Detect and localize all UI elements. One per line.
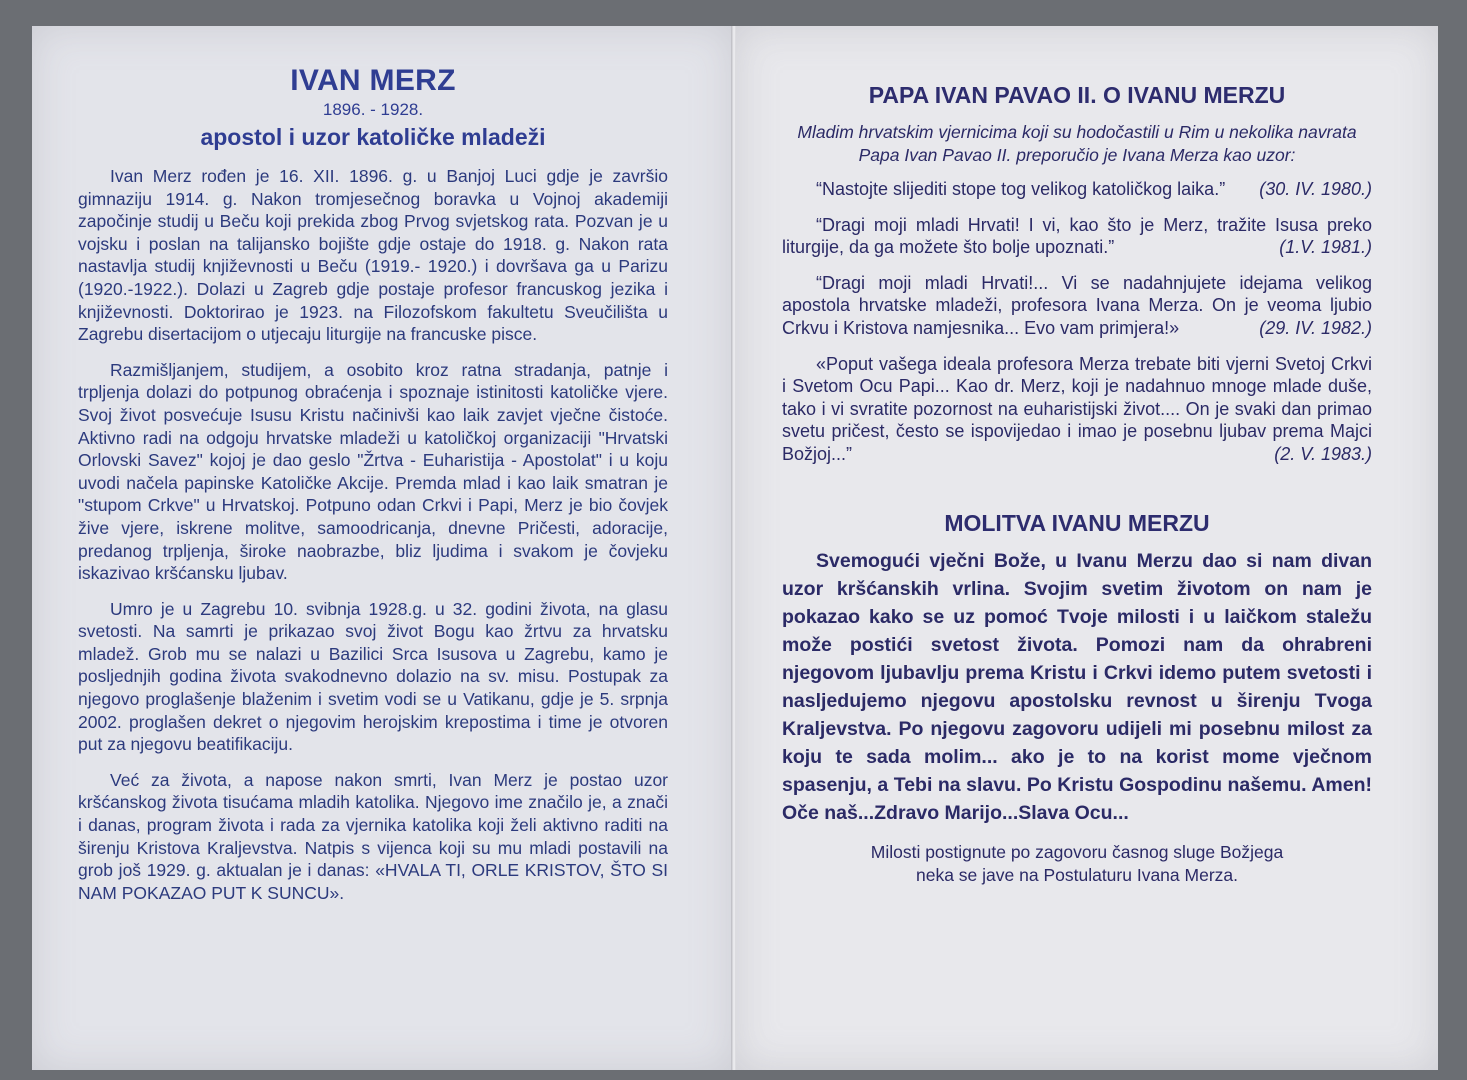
quote-date: (1.V. 1981.) <box>1279 237 1372 258</box>
life-years: 1896. - 1928. <box>322 100 424 119</box>
quotes-heading: PAPA IVAN PAVAO II. O IVANU MERZU <box>868 82 1286 108</box>
quote-text: “Nastojte slijediti stope tog velikog katoličkog laika.” <box>816 179 1226 199</box>
bio-paragraph: Ivan Merz rođen je 16. XII. 1896. g. u Banjoj Luci gdje je završio gimnaziju 1914. g. Nakon tromjesečnog boravka u Vojnoj akademiji započinje studij u Beču koji prekida zbog Prvog svjetskog rata. Pozvan je u vojsku i poslan na talijansko bojište gdje ostaje do 1918. g. Nakon rata nastavlja studij književnosti u Beču (1919.- 1920.) i dovršava ga u Parizu (1920.-1922.). Dolazi u Zagreb gdje postaje profesor francuskog jezika i književnosti. Doktorirao je 1923. na Filozofskom fakultetu Sveučilišta u Zagrebu disertacijom o utjecaju liturgije na francuske pisce. <box>78 166 668 345</box>
quote <box>782 214 1372 259</box>
prayer-heading: MOLITVA IVANU MERZU <box>944 509 1210 536</box>
quote-text: “Dragi moji mladi Hrvati!... Vi se nadahnjujete idejama velikog apostola hrvatske mladeži, profesora Ivana Merza. On je veoma ljubio Crkvu i Kristova namjesnika... Evo vam primjera!» <box>782 272 1372 338</box>
footer-line: Milosti postignute po zagovoru časnog sluge Božjega <box>870 841 1284 862</box>
quote-date: (29. IV. 1982.) <box>1259 317 1372 338</box>
quotes-intro: Mladim hrvatskim vjernicima koji su hodočastili u Rim u nekolika navrata Papa Ivan Pavao II. preporučio je Ivana Merza kao uzor: <box>797 122 1357 165</box>
prayer-text: Svemogući vječni Bože, u Ivanu Merzu dao si nam divan uzor kršćanskih vrlina. Svojim svetim životom on nam je pokazao kako se uz pomoć Tvoje milosti i u laičkom staležu može postići svetost života. Pomozi nam da ohrabreni njegovom ljubavlju prema Kristu i Crkvi idemo putem svetosti i nasljedujemo njegovu apostolsku revnost u širenju Tvoga Kraljevstva. Po njegovu zagovoru udijeli mi posebnu milost za koju te sada molim... ako je to na korist mome vječnom spasenju, a Tebi na slavu. Po Kristu Gospodinu našemu. Amen! Oče naš...Zdravo Marijo...Slava Ocu... <box>782 549 1372 824</box>
quote-text: «Poput vašega ideala profesora Merza trebate biti vjerni Svetoj Crkvi i Svetom Ocu Papi... Kao dr. Merz, koji je nadahnuo mnoge mlade duše, tako i vi svratite pozornost na euharistijski život.... On je svaki dan primao svetu pričest, često se ispovijedao i imao je posebnu ljubav prema Majci Božjoj...” <box>782 353 1372 464</box>
bio-paragraph: Razmišljanjem, studijem, a osobito kroz ratna stradanja, patnje i trpljenja dolazi do potpunog obraćenja i spoznaje istinitosti katoličke vjere. Svoj život posvećuje Isusu Kristu načinivši kao laik zavjet vječne čistoće. Aktivno radi na odgoju hrvatske mladeži u katoličkoj organizaciji "Hrvatski Orlovski Savez" kojoj je dao geslo "Žrtva - Euharistija - Apostolat" i u koju uvodi načela papinske Katoličke Akcije. Premda mlad i kao laik smatran je "stupom Crkve" u Hrvatskoj. Potpuno odan Crkvi i Papi, Merz je bio čovjek žive vjere, iskrene molitve, samoodricanja, dnevne Pričesti, adoracije, predanog trpljenja, široke naobrazbe, bliz ljudima i svakom je čovjeku iskazivao kršćansku ljubav. <box>78 359 668 584</box>
right-page <box>736 26 1438 1070</box>
footer-note <box>782 841 1372 887</box>
quote <box>782 353 1372 466</box>
page-title: IVAN MERZ <box>290 64 456 97</box>
footer-line: neka se jave na Postulaturu Ivana Merza. <box>916 864 1238 885</box>
page-subtitle: apostol i uzor katoličke mladeži <box>200 124 546 150</box>
biography-text <box>78 165 668 904</box>
left-page <box>32 26 732 1070</box>
bio-paragraph: Već za života, a napose nakon smrti, Ivan Merz je postao uzor kršćanskog života tisućama mladih katolika. Njegovo ime značilo je, a znači i danas, program života i rada za vjernika katolika koji želi aktivno raditi na širenju Kristova Kraljevstva. Natpis s vijenca koji su mu mladi postavili na grob još 1929. g. aktualan je i danas: «HVALA TI, ORLE KRISTOV, ŠTO SI NAM POKAZAO PUT K SUNCU». <box>78 769 668 903</box>
quote-date: (2. V. 1983.) <box>1274 443 1372 464</box>
quote <box>782 178 1372 201</box>
biography-section <box>78 64 668 917</box>
quote <box>782 272 1372 340</box>
quote-text: “Dragi moji mladi Hrvati! I vi, kao što je Merz, tražite Isusa preko liturgije, da ga možete što bolje upoznati.” <box>782 214 1372 258</box>
quotes-and-prayer-section <box>782 82 1372 887</box>
bio-paragraph: Umro je u Zagrebu 10. svibnja 1928.g. u 32. godini života, na glasu svetosti. Na samrti je prikazao svoj život Bogu kao žrtvu za hrvatsku mladež. Grob mu se nalazi u Bazilici Srca Isusova u Zagrebu, kamo je posljednjih godina života svakodnevno dolazio na sv. misu. Postupak za njegovo proglašenje blaženim i svetim vodi se u Vatikanu, gdje je 5. srpnja 2002. proglašen dekret o njegovim herojskim krepostima i time je otvoren put za njegovu beatifikaciju. <box>78 598 668 755</box>
quote-date: (30. IV. 1980.) <box>1259 179 1372 199</box>
